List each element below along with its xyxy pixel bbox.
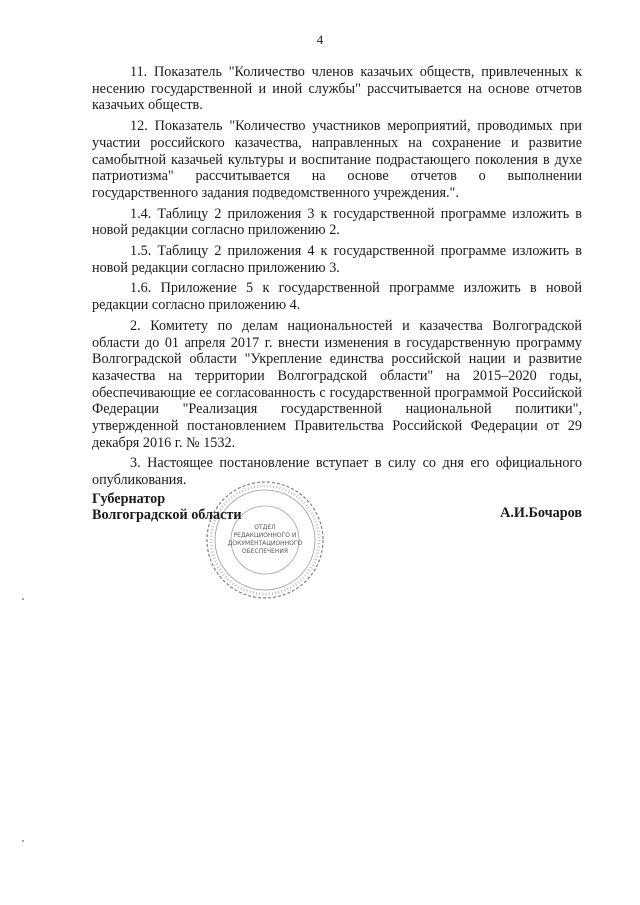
paragraph-12: 12. Показатель "Количество участников мероприятий, проводимых при участии российского казачества, направленных на сохранение и развитие самобытной казачьей культуры и воспитание подрастающего поколения в духе патриотизма" рассчитывается на основе отчетов о выполнении государственного задания подведомственного учреждения.". (92, 118, 582, 201)
paragraph-1-4: 1.4. Таблицу 2 приложения 3 к государственной программе изложить в новой редакции согласно приложению 2. (92, 205, 582, 239)
signatory-name: А.И.Бочаров (500, 505, 582, 521)
scan-speck (22, 840, 24, 842)
paragraph-2: 2. Комитету по делам национальностей и казачества Волгоградской области до 01 апреля 2017 г. внести изменения в государственную программу Волгоградской области "Укрепление единства российской нации и развитие казачества на территории Волгоградской области" на 2015–2020 годы, обеспечивающие ее согласованность с государственной программой Российской Федерации "Реализация государственной национальной политики", утвержденной постановлением Правительства Российской Федерации от 29 декабря 2016 г. № 1532. (92, 317, 582, 451)
signatory-title-line-1: Губернатор (92, 491, 166, 507)
page-number: 4 (316, 32, 324, 47)
document-body (92, 64, 582, 493)
paragraph-1-5: 1.5. Таблицу 2 приложения 4 к государственной программе изложить в новой редакции согласно приложению 3. (92, 243, 582, 276)
seal-line-3: ДОКУМЕНТАЦИОННОГО (227, 540, 303, 547)
paragraph-3: 3. Настоящее постановление вступает в силу со дня его официального опубликования. (92, 455, 582, 489)
scan-speck (22, 598, 24, 600)
paragraph-11: 11. Показатель "Количество членов казачьих обществ, привлеченных к несению государственной и иной службы" рассчитывается на основе отчетов казачьих обществ. (92, 64, 582, 114)
paragraph-1-6: 1.6. Приложение 5 к государственной программе изложить в новой редакции согласно приложению 4. (92, 280, 582, 314)
seal-line-4: ОБЕСПЕЧЕНИЯ (241, 548, 289, 555)
signatory-title-line-2: Волгоградской области (92, 507, 242, 523)
signatory-title (92, 491, 242, 523)
seal-line-2: РЕДАКЦИОННОГО И (233, 532, 297, 539)
seal-line-1: ОТДЕЛ (254, 524, 276, 531)
